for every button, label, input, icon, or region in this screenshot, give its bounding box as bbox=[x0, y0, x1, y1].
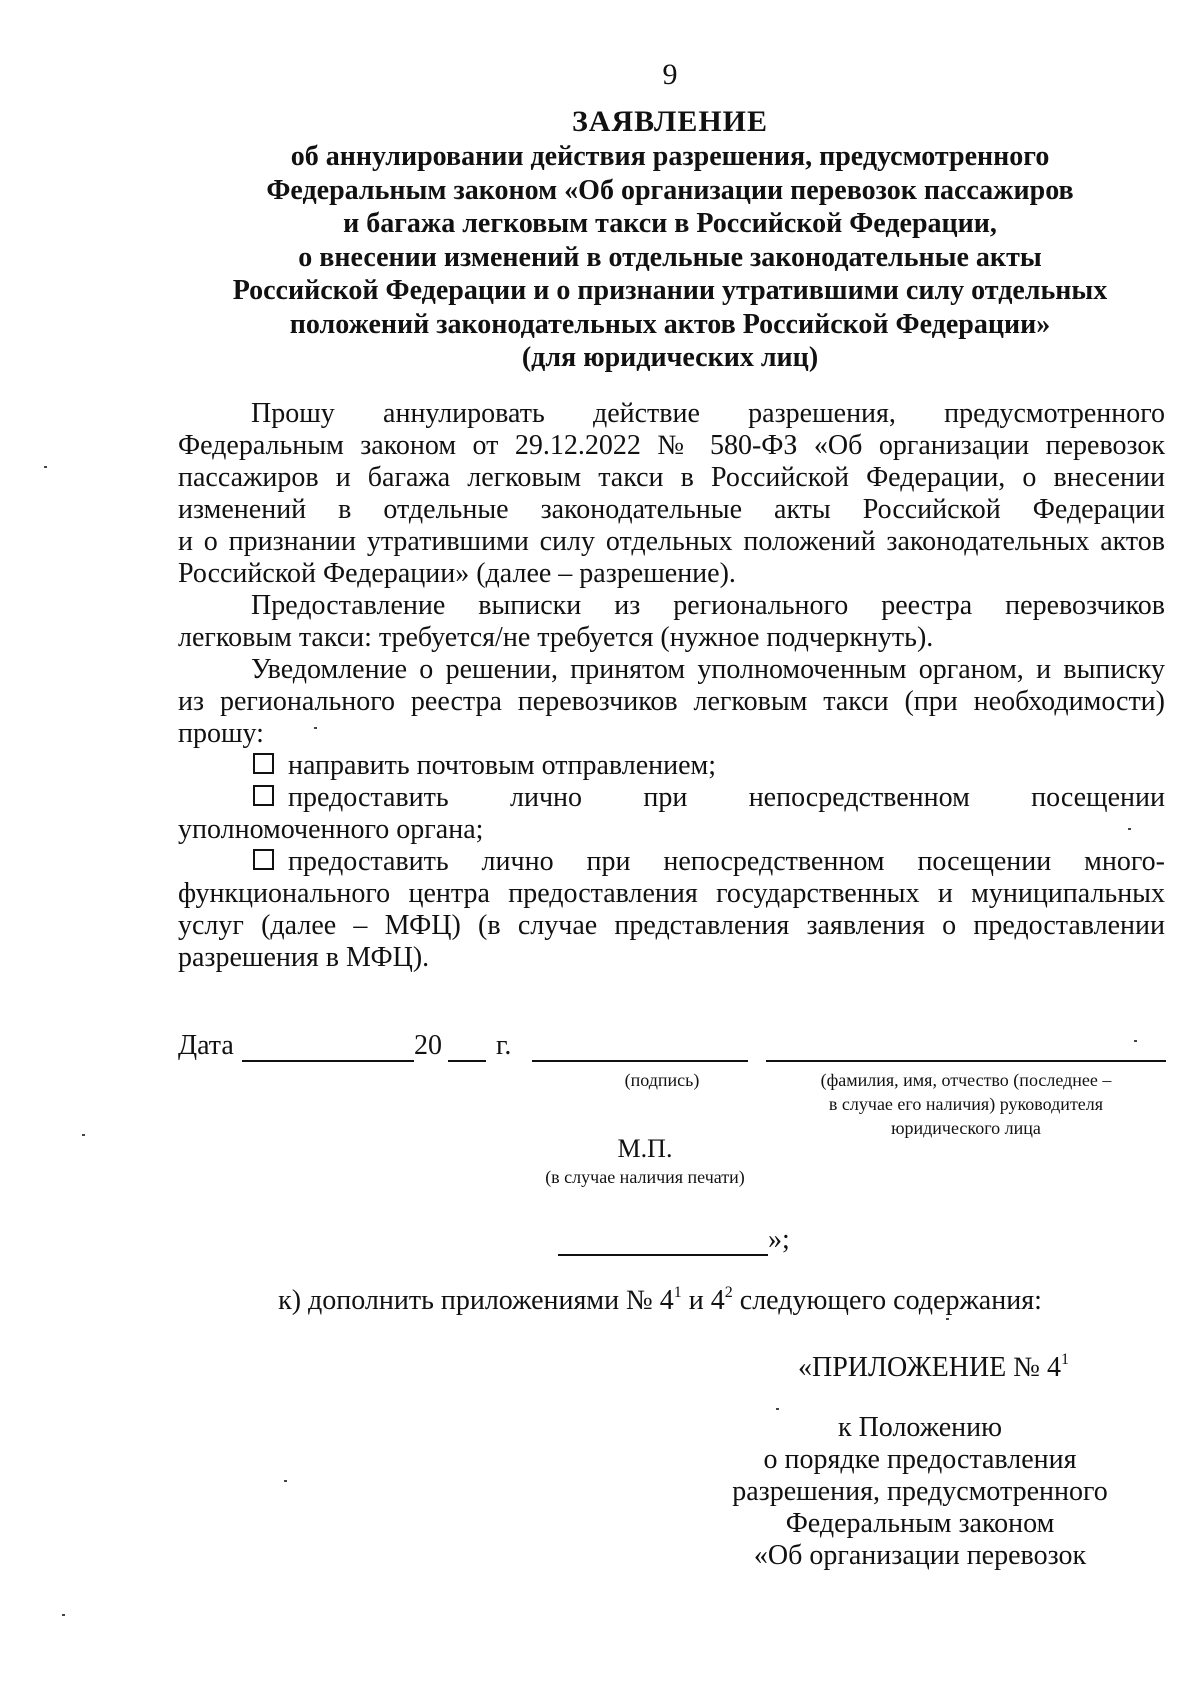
option-in-person-authority[interactable] bbox=[178, 782, 1165, 846]
supplement-text: и 4 bbox=[681, 1285, 725, 1316]
text-line: Прошу аннулировать действие разрешения, предусмотренного bbox=[251, 398, 1165, 429]
subtitle-line: об аннулировании действия разрешения, предусмотренного bbox=[290, 141, 1050, 172]
scan-speck bbox=[1134, 1040, 1137, 1042]
option-mail[interactable] bbox=[178, 750, 1165, 782]
option-in-person-mfc[interactable] bbox=[178, 846, 1165, 974]
appendix-reference bbox=[720, 1412, 1120, 1572]
text-line: прошу: bbox=[178, 718, 264, 749]
appendix-line: к Положению bbox=[837, 1412, 1003, 1443]
date-field[interactable] bbox=[242, 1060, 414, 1062]
date-label: Дата bbox=[178, 1030, 234, 1061]
text-line: из регионального реестра перевозчиков легковым такси (при необходимости) bbox=[178, 686, 1165, 717]
document-title: ЗАЯВЛЕНИЕ bbox=[571, 105, 769, 138]
stamp-label: М.П. bbox=[617, 1134, 673, 1163]
checkbox-icon[interactable] bbox=[253, 849, 274, 870]
scan-speck bbox=[284, 1480, 287, 1482]
scan-speck bbox=[82, 1134, 85, 1136]
supplement-text: следующего содержания: bbox=[732, 1285, 1042, 1316]
checkbox-icon[interactable] bbox=[253, 753, 274, 774]
stamp-note: (в случае наличия печати) bbox=[545, 1167, 745, 1187]
text-line: Федеральным законом от 29.12.2022 № 580-ФЗ «Об организации перевозок bbox=[178, 430, 1165, 461]
checkbox-icon[interactable] bbox=[253, 785, 274, 806]
stamp-block bbox=[480, 1133, 810, 1189]
option-label: направить почтовым отправлением; bbox=[288, 750, 717, 781]
appendix-line: Федеральным законом bbox=[785, 1508, 1055, 1539]
subtitle-line: Российской Федерации и о признании утратившими силу отдельных bbox=[232, 275, 1108, 306]
text-line: функционального центра предоставления государственных и муниципальных bbox=[178, 878, 1165, 909]
text-line: изменений в отдельные законодательные акты Российской Федерации bbox=[178, 494, 1165, 525]
document-body bbox=[178, 398, 1165, 974]
text-line: разрешения в МФЦ). bbox=[178, 942, 430, 973]
scan-speck bbox=[946, 1318, 949, 1320]
superscript: 1 bbox=[1060, 1351, 1069, 1368]
text-line: Российской Федерации» (далее – разрешение). bbox=[178, 558, 736, 589]
signature-row bbox=[178, 1030, 1178, 1070]
document-title-block bbox=[160, 104, 1180, 375]
scan-speck bbox=[314, 727, 317, 729]
subtitle-line: (для юридических лиц) bbox=[521, 342, 819, 373]
notification-paragraph bbox=[178, 654, 1165, 750]
superscript: 1 bbox=[673, 1284, 682, 1301]
signature-caption: (подпись) bbox=[624, 1070, 700, 1090]
scan-speck bbox=[1128, 828, 1131, 830]
year-prefix: 20 bbox=[414, 1030, 442, 1061]
subtitle-line: о внесении изменений в отдельные законодательные акты bbox=[298, 241, 1042, 273]
option-label: предоставить лично при непосредственном посещении bbox=[288, 782, 1165, 813]
full-name-field[interactable] bbox=[766, 1060, 1166, 1062]
scan-speck bbox=[776, 1408, 779, 1410]
option-label: предоставить лично при непосредственном посещении много- bbox=[288, 846, 1165, 877]
text-line: пассажиров и багажа легковым такси в Российской Федерации, о внесении bbox=[178, 462, 1165, 493]
request-paragraph bbox=[178, 398, 1165, 590]
appendix-line: «Об организации перевозок bbox=[753, 1540, 1087, 1571]
supplement-text: к) дополнить приложениями № 4 bbox=[278, 1285, 674, 1316]
page-number: 9 bbox=[662, 58, 678, 91]
subtitle-line: и багажа легковым такси в Российской Федерации, bbox=[343, 208, 997, 239]
subtitle-line: Федеральным законом «Об организации перевозок пассажиров bbox=[266, 174, 1074, 206]
closing-row bbox=[558, 1224, 790, 1256]
superscript: 2 bbox=[724, 1284, 733, 1301]
text-line: услуг (далее – МФЦ) (в случае представления заявления о предоставлении bbox=[178, 910, 1165, 941]
year-suffix: г. bbox=[496, 1030, 512, 1061]
text-line: Уведомление о решении, принятом уполномоченным органом, и выписку bbox=[251, 654, 1165, 685]
closing-mark: »; bbox=[768, 1224, 790, 1255]
text-line: легковым такси: требуется/не требуется (нужное подчеркнуть). bbox=[178, 622, 934, 653]
text-line: уполномоченного органа; bbox=[178, 814, 484, 845]
scan-speck bbox=[44, 466, 47, 468]
full-name-caption bbox=[776, 1068, 1156, 1140]
text-line: Предоставление выписки из регионального реестра перевозчиков bbox=[251, 590, 1165, 621]
closing-blank-line bbox=[558, 1226, 768, 1256]
appendix-title-text: «ПРИЛОЖЕНИЕ № 4 bbox=[798, 1352, 1061, 1383]
caption-line: юридического лица bbox=[891, 1118, 1041, 1138]
appendix-line: о порядке предоставления bbox=[763, 1444, 1077, 1475]
caption-line: (фамилия, имя, отчество (последнее – bbox=[820, 1070, 1112, 1090]
subtitle-line: положений законодательных актов Российской Федерации» bbox=[289, 308, 1051, 340]
extract-paragraph bbox=[178, 590, 1165, 654]
signature-field[interactable] bbox=[532, 1060, 748, 1062]
scan-speck bbox=[62, 1614, 65, 1616]
supplement-line bbox=[0, 1284, 1200, 1317]
caption-line: в случае его наличия) руководителя bbox=[828, 1094, 1104, 1114]
appendix-title bbox=[798, 1351, 1069, 1384]
year-field[interactable] bbox=[448, 1060, 486, 1062]
text-line: и о признании утратившими силу отдельных положений законодательных актов bbox=[178, 526, 1165, 557]
appendix-line: разрешения, предусмотренного bbox=[732, 1476, 1108, 1507]
